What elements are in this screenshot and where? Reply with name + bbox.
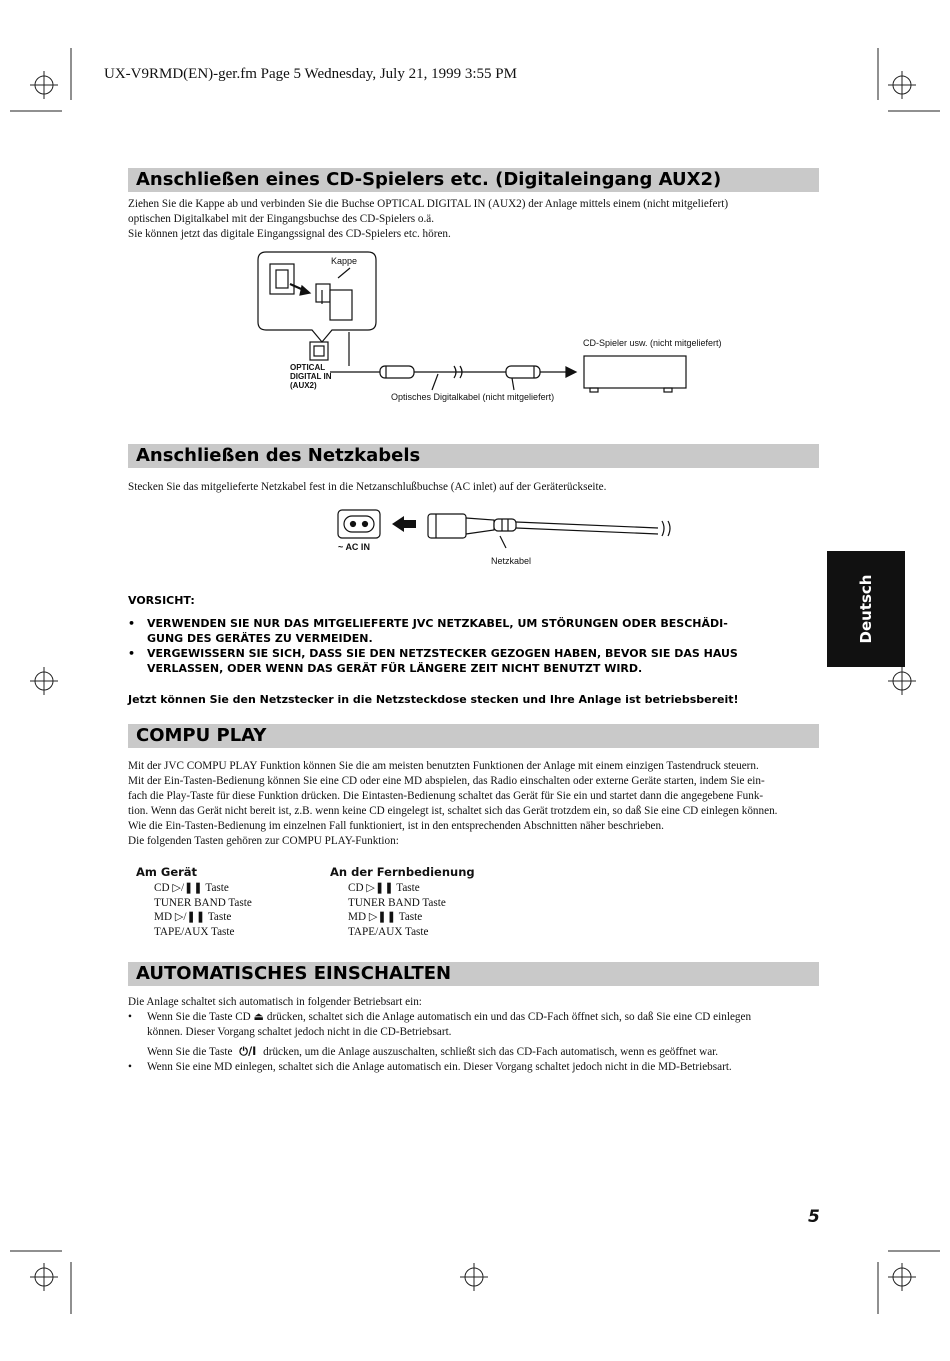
- caution-line: GUNG DES GERÄTES ZU VERMEIDEN.: [147, 632, 373, 645]
- power-paragraph: Stecken Sie das mitgelieferte Netzkabel fest in die Netzanschlußbuchse (AC inlet) auf der Geräterückseite.: [128, 481, 607, 493]
- compu-paragraph-line: Wie die Ein-Tasten-Bedienung im einzelnen Fall funktioniert, ist in den entsprechenden Abschnitten näher beschrieben.: [128, 820, 664, 832]
- jack-label-line: OPTICAL: [290, 363, 326, 372]
- unit-key-item: TUNER BAND Taste: [154, 896, 252, 909]
- remote-keys-heading: An der Fernbedienung: [330, 865, 475, 879]
- cd-paragraph-line: optischen Digitalkabel mit der Eingangsbuchse des CD-Spielers o.ä.: [128, 213, 435, 225]
- cd-player-box: [584, 356, 686, 388]
- optical-jack: [310, 342, 328, 360]
- language-tab-label: Deutsch: [857, 574, 875, 644]
- ready-note: Jetzt können Sie den Netzstecker in die Netzsteckdose stecken und Ihre Anlage ist betriebsbereit!: [128, 693, 739, 706]
- cable-plug-right: [506, 366, 540, 378]
- language-tab: [827, 551, 905, 667]
- power-cable-label: Netzkabel: [491, 556, 532, 566]
- caution-item: [128, 646, 818, 676]
- page-number: 5: [808, 1207, 820, 1227]
- optical-jack-label: [290, 363, 331, 390]
- cd-paragraph-line: Sie können jetzt das digitale Eingangssignal des CD-Spielers etc. hören.: [128, 228, 451, 240]
- remote-key-item: MD ▷❚❚ Taste: [348, 911, 423, 923]
- unit-keys-column: [136, 865, 252, 939]
- ac-tilde-icon: ~: [338, 542, 346, 552]
- optical-cable-label: Optisches Digitalkabel (nicht mitgeliefert): [391, 392, 555, 402]
- compu-paragraph-line: Mit der Ein-Tasten-Bedienung können Sie eine CD oder eine MD abspielen, das Radio einschalten oder externe Geräte starten, indem Sie ein-: [128, 775, 765, 787]
- auto-item-line: • Wenn Sie die Taste CD ⏏ drücken, schaltet sich die Anlage automatisch ein und das CD-Fach öffnet sich, so daß Sie eine CD einlegen: [147, 1011, 752, 1023]
- auto-list: [128, 1010, 828, 1075]
- cd-paragraph-line: Ziehen Sie die Kappe ab und verbinden Sie die Buchse OPTICAL DIGITAL IN (AUX2) der Anlage mittels einem (nicht mitgeliefert): [128, 198, 729, 210]
- remote-keys-column: [330, 865, 475, 939]
- auto-item-line: • Wenn Sie eine MD einlegen, schaltet sich die Anlage automatisch ein. Dieser Vorgang schaltet jedoch nicht in die MD-Betriebsart.: [147, 1061, 732, 1073]
- unit-key-item: TAPE/AUX Taste: [154, 925, 235, 938]
- auto-intro: Die Anlage schaltet sich automatisch in folgender Betriebsart ein:: [128, 996, 422, 1008]
- caution-item: [128, 616, 818, 646]
- unit-key-item: MD ▷/❚❚ Taste: [154, 911, 232, 923]
- remote-key-item: TUNER BAND Taste: [348, 896, 446, 909]
- unit-keys-heading: Am Gerät: [136, 865, 198, 879]
- power-cord-diagram: [334, 506, 684, 556]
- cap: [316, 284, 330, 302]
- cd-player-label: CD-Spieler usw. (nicht mitgeliefert): [583, 338, 722, 348]
- power-plug: [428, 514, 466, 538]
- auto-item-note: [147, 1044, 828, 1060]
- remote-key-item: TAPE/AUX Taste: [348, 925, 429, 938]
- caution-line: • VERGEWISSERN SIE SICH, DASS SIE DEN NETZSTECKER GEZOGEN HABEN, BEVOR SIE DAS HAUS: [147, 647, 738, 660]
- auto-item: [128, 1010, 828, 1060]
- caution-line: • VERWENDEN SIE NUR DAS MITGELIEFERTE JVC NETZKABEL, UM STÖRUNGEN ODER BESCHÄDI-: [147, 617, 728, 630]
- auto-item-line: können. Dieser Vorgang schaltet jedoch nicht in die CD-Betriebsart.: [147, 1026, 452, 1038]
- section-heading-cd: [128, 168, 819, 192]
- auto-item: [128, 1060, 828, 1075]
- cd-paragraph: [128, 197, 828, 242]
- caution-title: VORSICHT:: [128, 594, 195, 607]
- compu-paragraph: [128, 759, 828, 849]
- caution-line: VERLASSEN, ODER WENN DAS GERÄT FÜR LÄNGERE ZEIT NICHT BENUTZT WIRD.: [147, 662, 643, 675]
- file-header: UX-V9RMD(EN)-ger.fm Page 5 Wednesday, July 21, 1999 3:55 PM: [104, 66, 517, 82]
- cap-label: Kappe: [331, 256, 358, 266]
- auto-note-text: Wenn Sie die Taste: [147, 1046, 233, 1058]
- compu-paragraph-line: Die folgenden Tasten gehören zur COMPU PLAY-Funktion:: [128, 835, 399, 847]
- jack-label-line: DIGITAL IN: [290, 372, 332, 381]
- cable-plug-left: [380, 366, 414, 378]
- section-heading-compu: [128, 724, 819, 748]
- caution-list: [128, 616, 818, 676]
- compu-paragraph-line: tion. Wenn das Gerät nicht bereit ist, z.B. wenn keine CD eingelegt ist, schaltet sich das Gerät trotzdem ein, so daß Sie eine CD einlegen können.: [128, 805, 778, 817]
- section-heading-power: [128, 444, 819, 468]
- remote-key-item: CD ▷❚❚ Taste: [348, 882, 420, 894]
- section-title-auto: AUTOMATISCHES EINSCHALTEN: [136, 963, 452, 984]
- auto-note-text: drücken, um die Anlage auszuschalten, schließt sich das CD-Fach automatisch, wenn es geöffnet war.: [263, 1046, 719, 1058]
- compu-paragraph-line: Mit der JVC COMPU PLAY Funktion können Sie die am meisten benutzten Funktionen der Anlage mit einem einzigen Tastendruck steuern.: [128, 760, 759, 772]
- compu-paragraph-line: fach die Play-Taste für diese Funktion drücken. Die Eintasten-Bedienung schaltet das Gerät für Sie ein und startet dann die angegebene Funk-: [128, 790, 764, 802]
- section-title-power: Anschließen des Netzkabels: [136, 445, 421, 466]
- section-heading-auto: [128, 962, 819, 986]
- standby-icon: ⏻/I: [239, 1045, 257, 1058]
- ac-in-label: [338, 542, 370, 552]
- unit-key-item: CD ▷/❚❚ Taste: [154, 882, 229, 894]
- jack-label-line: (AUX2): [290, 381, 317, 390]
- ac-in-text: AC IN: [345, 542, 370, 552]
- section-title-compu: COMPU PLAY: [136, 725, 267, 746]
- section-title-cd: Anschließen eines CD-Spielers etc. (Digitaleingang AUX2): [136, 169, 722, 190]
